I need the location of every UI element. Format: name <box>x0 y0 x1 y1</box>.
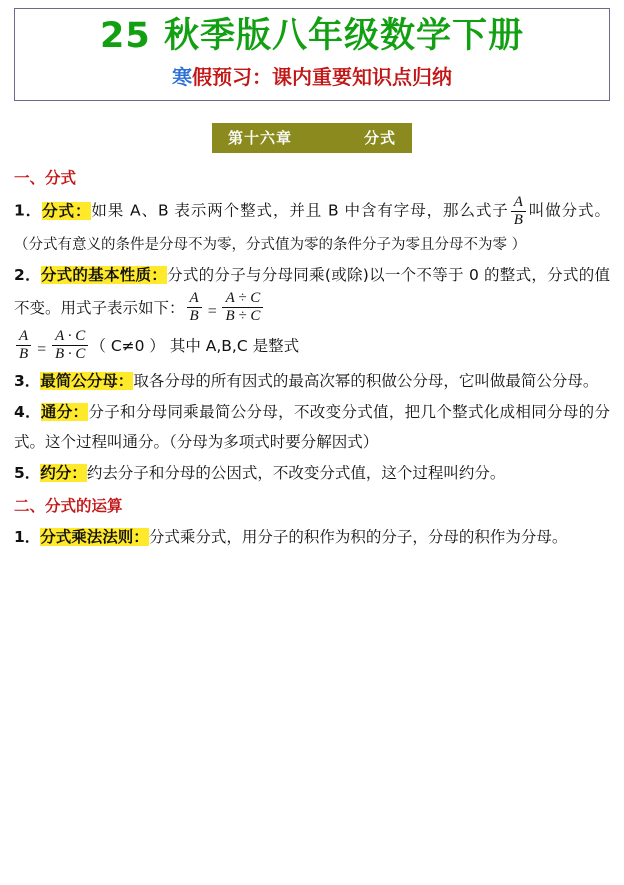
item-body: 分子和分母同乘最简公分母，不改变分式值，把几个整式化成相同分母的分式。这个过程叫通分。（分母为多项式时要分解因式） <box>14 402 610 452</box>
item-number: 3． <box>14 371 41 390</box>
formula-multiply <box>14 328 90 365</box>
fraction-numerator: A <box>16 328 31 346</box>
section-heading-1: 一、分式 <box>14 169 77 187</box>
item-1-4 <box>14 397 610 457</box>
equals-sign: = <box>206 302 218 320</box>
item-body: 取各分母的所有因式的最高次幂的积做公分母，它叫做最简公分母。 <box>133 371 599 390</box>
item-number: 1． <box>14 527 41 546</box>
item-number: 1． <box>14 201 43 220</box>
item-1-5 <box>14 458 610 488</box>
item-term: 分式： <box>42 201 92 220</box>
item-1-1 <box>14 194 610 259</box>
item-body: 如果 A、B 表示两个整式，并且 B 中含有字母，那么式子 <box>91 201 509 220</box>
item-body: 约去分子和分母的公因式，不改变分式值，这个过程叫约分。 <box>86 464 506 483</box>
equals-sign: = <box>36 340 47 358</box>
item-1-2-formula2-line <box>14 328 610 365</box>
page-subtitle <box>19 61 605 90</box>
fraction-denominator: B <box>189 308 199 325</box>
fraction-denominator: B · C <box>54 345 86 362</box>
fraction-right <box>52 328 88 363</box>
document-content <box>14 163 610 552</box>
item-note: （分式有意义的条件是分母不为零，分式值为零的条件分子为零且分母不为零 ） <box>14 236 527 253</box>
formula-divide <box>185 290 266 327</box>
chapter-banner <box>212 123 412 153</box>
subtitle-rest: 假预习：课内重要知识点归纳 <box>192 65 452 89</box>
chapter-number: 第十六章 <box>227 129 292 147</box>
item-1-3 <box>14 366 610 396</box>
item-body: 分式的分子与分母同乘(或除)以一个不等于 0 的整式，分式的值不变。用式子表示如下： <box>14 266 610 318</box>
document-page <box>0 8 624 885</box>
item-term: 通分： <box>40 402 89 421</box>
fraction-denominator: B <box>19 345 29 362</box>
fraction-numerator: A ÷ C <box>222 290 263 308</box>
fraction-denominator: B <box>513 212 523 229</box>
subtitle-first-char: 寒 <box>172 65 192 89</box>
chapter-row <box>0 123 624 153</box>
fraction-left <box>187 290 202 325</box>
header-box <box>14 8 610 101</box>
item-term: 分式乘法法则： <box>40 527 149 546</box>
chapter-name: 分式 <box>364 129 397 147</box>
item-number: 5． <box>14 464 41 483</box>
item-number: 2． <box>14 266 41 285</box>
item-term: 最简公分母： <box>40 371 134 390</box>
section-heading-2: 二、分式的运算 <box>14 496 123 515</box>
item-1-2 <box>14 260 610 327</box>
item-body-tail: 叫做分式。 <box>527 201 610 220</box>
page-title: 25 秋季版八年级数学下册 <box>100 16 524 56</box>
item-number: 4． <box>14 402 41 421</box>
fraction-numerator: A <box>187 290 202 308</box>
formula-tail: （ C≠0 ） 其中 A,B,C 是整式 <box>90 336 300 355</box>
item-2-1 <box>14 522 610 552</box>
fraction-a-over-b <box>511 194 526 229</box>
item-term: 约分： <box>40 464 87 483</box>
fraction-left <box>16 328 31 363</box>
fraction-denominator: B ÷ C <box>225 308 261 325</box>
item-body: 分式乘分式，用分子的积作为积的分子，分母的积作为分母。 <box>148 527 568 546</box>
fraction-numerator: A <box>511 194 526 212</box>
item-term: 分式的基本性质： <box>40 266 168 285</box>
fraction-numerator: A · C <box>52 328 88 346</box>
fraction-right <box>222 290 263 325</box>
